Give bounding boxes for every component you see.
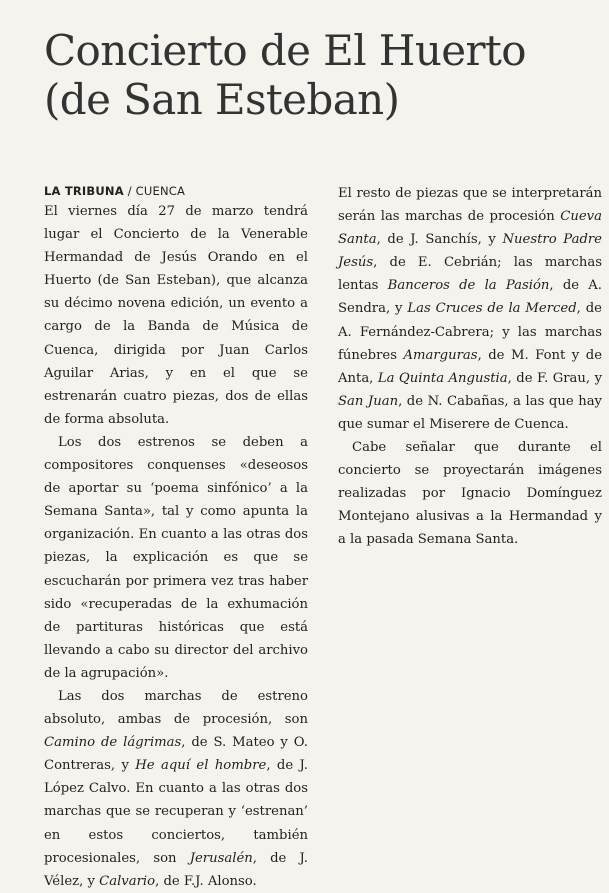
work-title-calvario: Calvario — [99, 873, 156, 889]
paragraph-3-text-e: , de F.J. Alonso. — [155, 873, 257, 889]
article-headline: Concierto de El Huerto (de San Esteban) — [44, 26, 526, 124]
paragraph-4-text-b: , de J. Sanchís, y — [376, 232, 503, 248]
paragraph-4-text-a: El resto de piezas que se interpretarán serán las marchas de procesión — [338, 186, 602, 225]
paragraph-3-text-c: , de J. López Calvo. En cuanto a las otras dos marchas que se recuperan y ‘estrenan’ en estos conciertos, también procesionales, son — [44, 758, 308, 866]
byline — [44, 182, 308, 200]
paragraph-3-text-d: , de J. Vélez, y — [44, 850, 308, 889]
work-title-amarguras: Amarguras — [403, 347, 478, 363]
work-title-banceros-de-la-pasion: Banceros de la Pasión — [387, 278, 550, 294]
paragraph-4-text-d: , de A. Sendra, y — [338, 278, 602, 317]
byline-source: LA TRIBUNA — [44, 184, 124, 198]
work-title-cueva-santa: Cueva Santa — [338, 209, 602, 248]
paragraph-5: Cabe señalar que durante el concierto se proyectarán imágenes realizadas por Ignacio Domínguez Montejano alusivas a la Hermandad y a la pasada Semana Santa. — [338, 440, 602, 548]
work-title-la-quinta-angustia: La Quinta Angustia — [377, 370, 508, 386]
work-title-jerusalen: Jerusalén — [189, 850, 253, 866]
paragraph-4-text-c: , de E. Cebrián; las marchas lentas — [338, 255, 602, 294]
work-title-nuestro-padre-jesus: Nuestro Padre Jesús — [338, 232, 602, 271]
byline-separator: / — [127, 184, 132, 198]
byline-city: CUENCA — [135, 184, 186, 198]
column-left — [44, 182, 308, 889]
paragraph-4-text-g: , de F. Grau, y — [507, 370, 603, 386]
paragraph-4 — [338, 182, 602, 436]
article-body — [44, 182, 603, 889]
paragraph-4-text-f: , de M. Font y de Anta, — [338, 347, 602, 386]
paragraph-3-text-b: , de S. Mateo y O. Contreras, y — [44, 735, 308, 774]
paragraph-4-text-h: , de N. Cabañas, a las que hay que sumar el Miserere de Cuenca. — [338, 393, 603, 432]
column-right — [338, 182, 602, 702]
paragraph-2: Los dos estrenos se deben a compositores conquenses «deseosos de aportar su ‘poema sinfónico’ a la Semana Santa», tal y como apunta la organización. En cuanto a las otras dos piezas, la explicación es que se escucharán por primera vez tras haber sido «recuperadas de la exhumación de partituras históricas que está llevando a cabo su director del archivo de la agrupación». — [44, 434, 308, 681]
work-title-san-juan: San Juan — [338, 393, 399, 409]
paragraph-3-text-a: Las dos marchas de estreno absoluto, ambas de procesión, son — [44, 688, 308, 728]
paragraph-3-start — [44, 685, 308, 893]
work-title-camino-de-lagrimas: Camino de lágrimas — [44, 735, 182, 751]
paragraph-4-text-e: , de A. Fernández-Cabrera; y las marchas fúnebres — [338, 301, 602, 363]
work-title-he-aqui-el-hombre: He aquí el hombre — [135, 758, 267, 774]
work-title-las-cruces-de-la-merced: Las Cruces de la Merced — [407, 301, 577, 317]
paragraph-1: El viernes día 27 de marzo tendrá lugar el Concierto de la Venerable Hermandad de Jesús Orando en el Huerto (de San Esteban), que alcanza su décimo novena edición, un evento a cargo de la Banda de Música de Cuenca, dirigida por Juan Carlos Aguilar Arias, y en el que se estrenarán cuatro piezas, dos de ellas de forma absoluta. — [44, 204, 308, 427]
